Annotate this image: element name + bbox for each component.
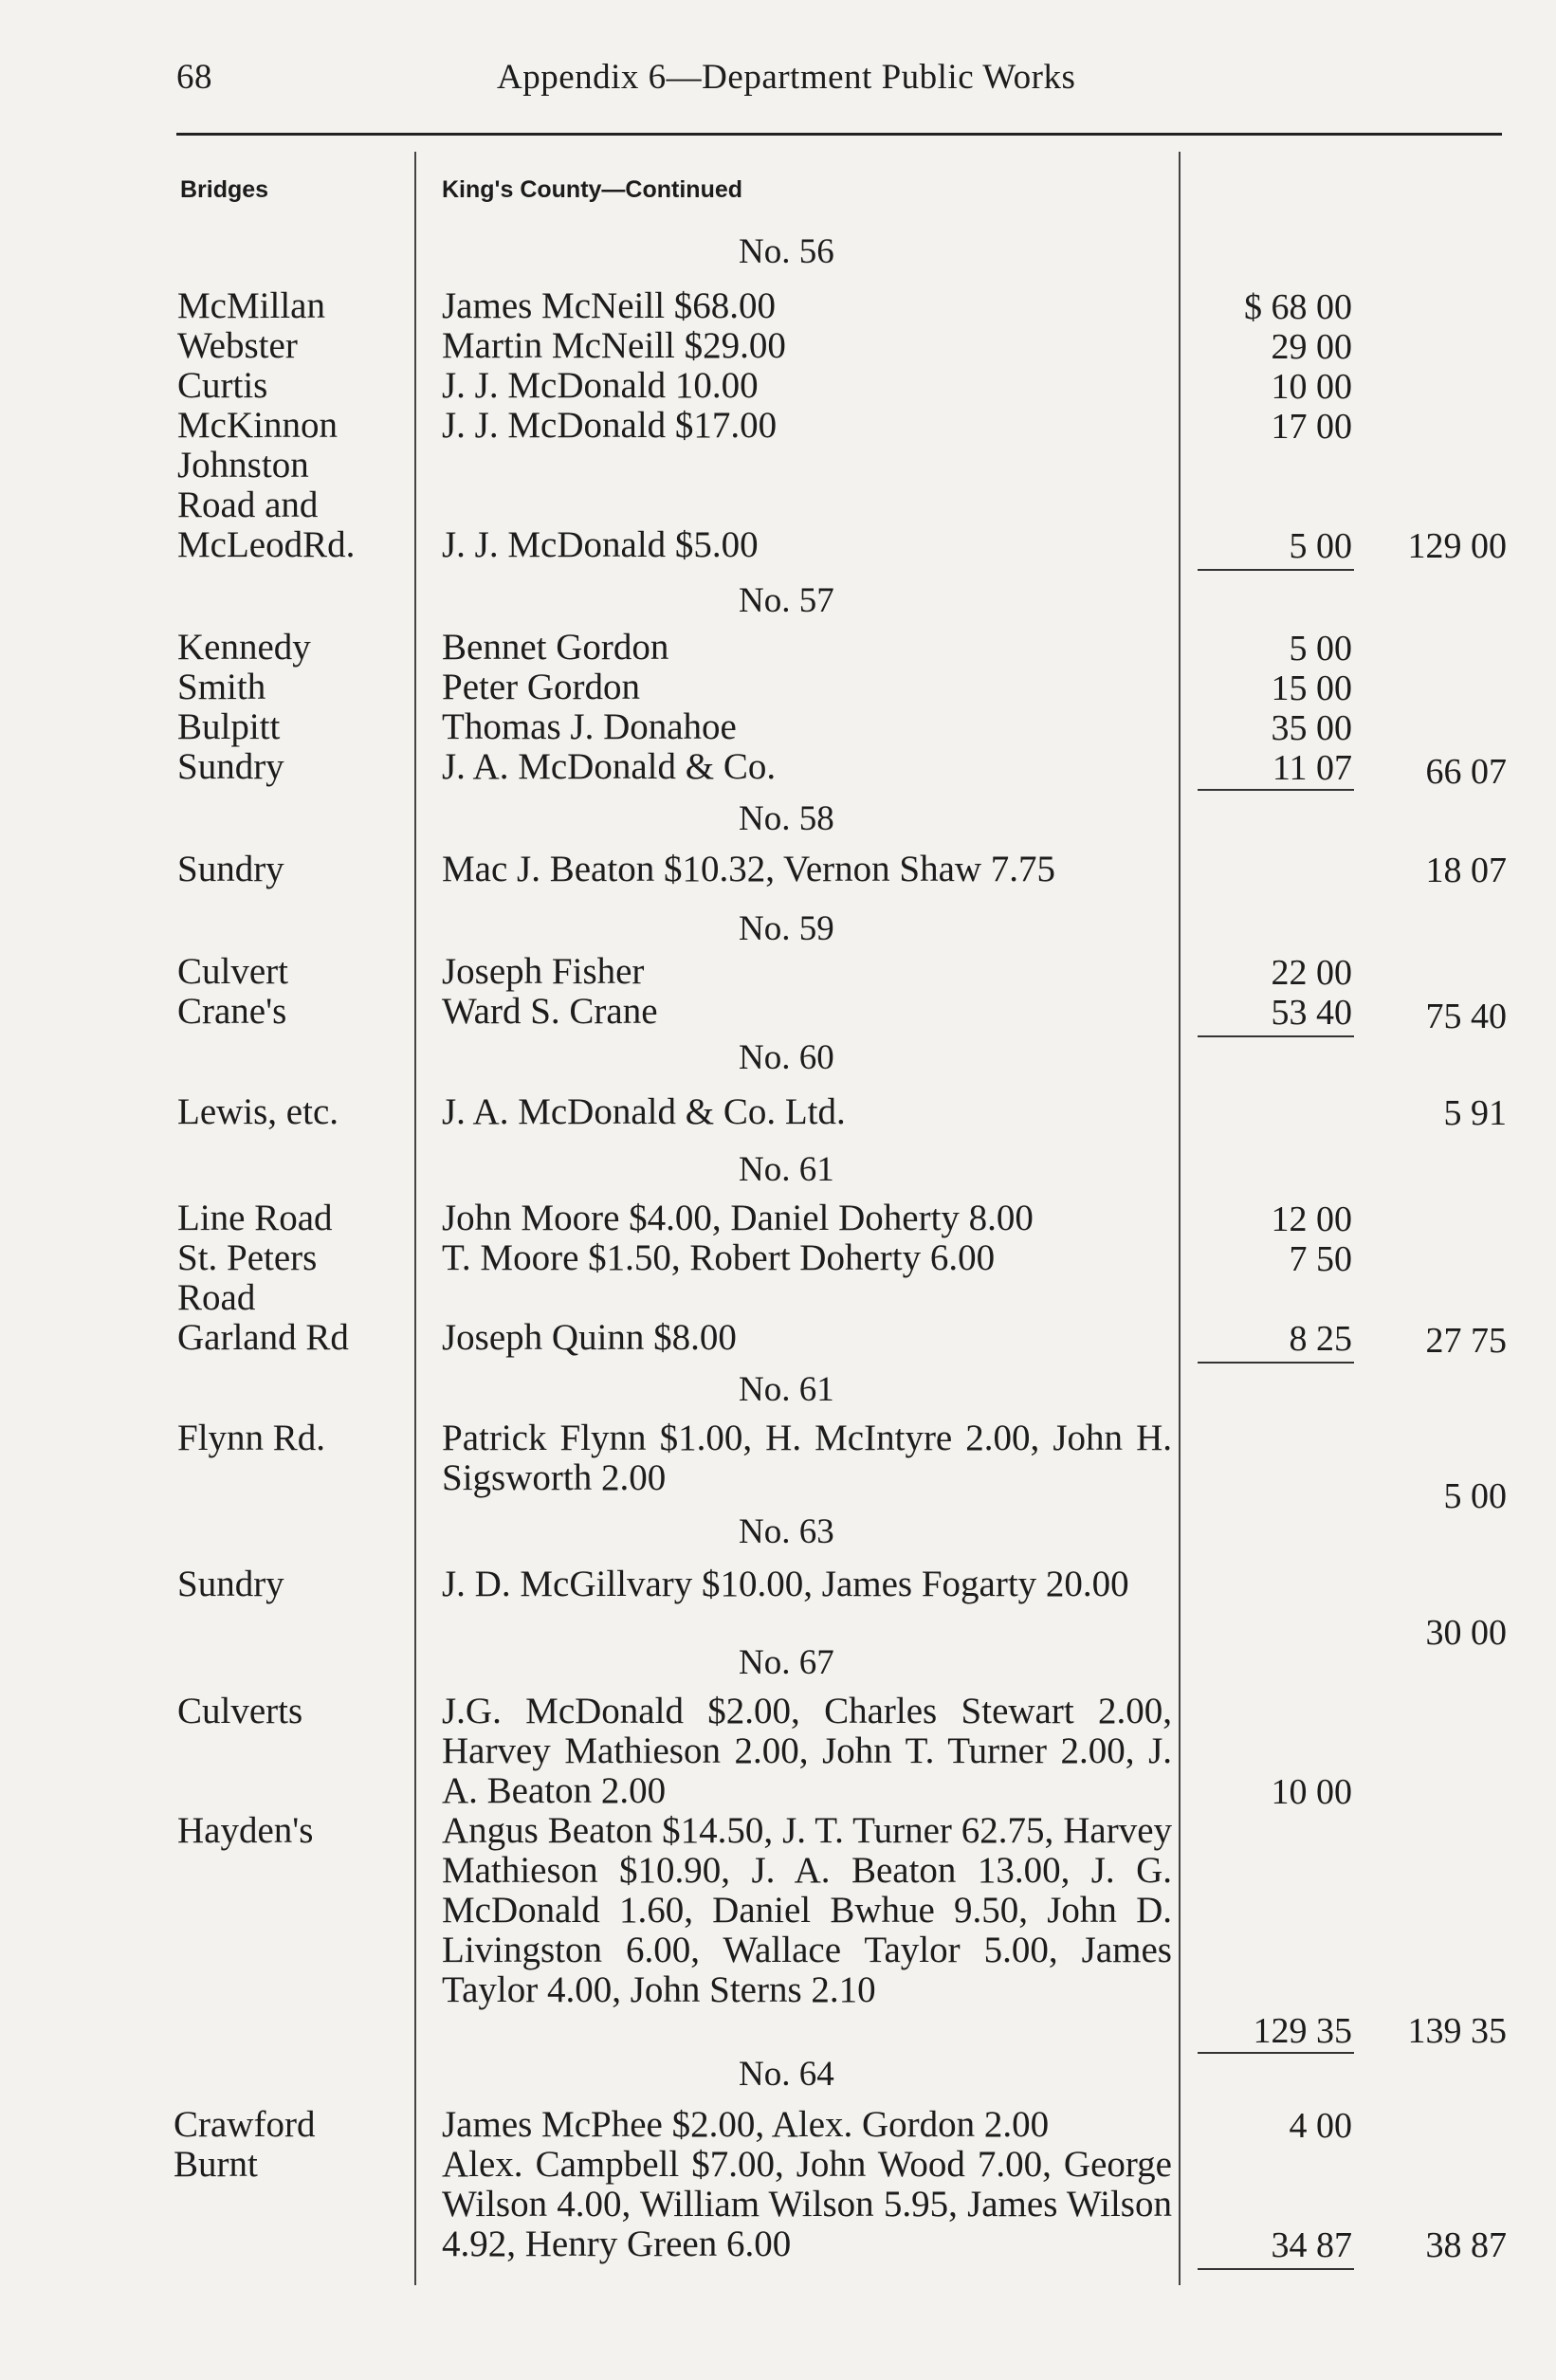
bridge-name: Flynn Rd. xyxy=(177,1418,326,1458)
section-total: 66 07 xyxy=(1425,752,1507,792)
section-total: 139 35 xyxy=(1407,2011,1507,2051)
bridge-name: Culverts xyxy=(177,1691,303,1731)
section-total: 5 91 xyxy=(1443,1093,1507,1133)
bridge-name: Johnston xyxy=(177,445,309,485)
payee-text: Thomas J. Donahoe xyxy=(442,706,737,747)
amount: 129 35 xyxy=(1253,2011,1352,2051)
amount: 5 00 xyxy=(1289,629,1352,668)
payee-text: James McPhee $2.00, Alex. Gordon 2.00 xyxy=(442,2104,1050,2145)
payee-text: Ward S. Crane xyxy=(442,991,658,1032)
amount: 7 50 xyxy=(1289,1239,1352,1279)
payee-text: J. J. McDonald $5.00 xyxy=(442,524,759,565)
section-total: 18 07 xyxy=(1425,851,1507,890)
subtotal-rule xyxy=(1198,569,1354,571)
bridge-name: McKinnon xyxy=(177,405,338,446)
bridge-name: Webster xyxy=(177,325,298,366)
bridge-name: Burnt xyxy=(174,2144,258,2185)
page-title: Appendix 6—Department Public Works xyxy=(497,58,1076,97)
column-header-bridges: Bridges xyxy=(180,176,269,203)
bridge-name: Bulpitt xyxy=(177,706,281,747)
section-total: 5 00 xyxy=(1443,1476,1507,1516)
payee-text: J. J. McDonald 10.00 xyxy=(442,365,759,406)
bridge-name: Crane's xyxy=(177,991,287,1032)
subtotal-rule xyxy=(1198,2052,1354,2054)
payee-text: J.G. McDonald $2.00, Charles Stewart 2.00, Harvey Mathieson 2.00, John T. Turner 2.00, J. A. Beaton 2.00 xyxy=(442,1691,1172,1811)
payee-text: Angus Beaton $14.50, J. T. Turner 62.75, Harvey Mathieson $10.90, J. A. Beaton 13.00, J. G. McDonald 1.60, Daniel Bwhue 9.50, John D. Livingston 6.00, Wallace Taylor 5.00, James Taylor 4.00, John Sterns 2.10 xyxy=(442,1810,1172,2010)
subtotal-rule xyxy=(1198,2268,1354,2270)
bridge-name: Line Road xyxy=(177,1198,333,1238)
bridge-name: Lewis, etc. xyxy=(177,1091,339,1132)
amount: 10 00 xyxy=(1271,367,1352,407)
payee-text: John Moore $4.00, Daniel Doherty 8.00 xyxy=(442,1198,1034,1238)
bridge-name: Road and xyxy=(177,485,319,525)
bridge-name: Garland Rd xyxy=(177,1317,349,1358)
amount: 17 00 xyxy=(1271,407,1352,447)
section-heading: No. 64 xyxy=(739,2055,834,2094)
amount: 8 25 xyxy=(1289,1319,1352,1359)
section-heading: No. 67 xyxy=(739,1643,834,1682)
payee-text: Joseph Quinn $8.00 xyxy=(442,1317,737,1358)
payee-text: J. J. McDonald $17.00 xyxy=(442,405,778,446)
amount: 22 00 xyxy=(1271,953,1352,993)
bridge-name: Kennedy xyxy=(177,627,311,668)
amount: 11 07 xyxy=(1272,748,1352,788)
bridge-name: St. Peters xyxy=(177,1237,318,1278)
payee-text: J. A. McDonald & Co. Ltd. xyxy=(442,1091,846,1132)
section-heading: No. 61 xyxy=(739,1370,834,1409)
payee-text: Peter Gordon xyxy=(442,667,641,707)
bridge-name: Sundry xyxy=(177,1564,284,1604)
amount: $ 68 00 xyxy=(1244,287,1352,327)
column-header-county: King's County—Continued xyxy=(442,176,743,203)
subtotal-rule xyxy=(1198,1362,1354,1364)
payee-text: T. Moore $1.50, Robert Doherty 6.00 xyxy=(442,1237,996,1278)
payee-text: Patrick Flynn $1.00, H. McIntyre 2.00, John H. Sigsworth 2.00 xyxy=(442,1418,1172,1498)
amount: 53 40 xyxy=(1271,993,1352,1033)
amount: 15 00 xyxy=(1271,668,1352,708)
section-total: 27 75 xyxy=(1425,1321,1507,1361)
bridge-name: Curtis xyxy=(177,365,268,406)
section-heading: No. 61 xyxy=(739,1150,834,1189)
payee-text: Martin McNeill $29.00 xyxy=(442,325,786,366)
section-total: 38 87 xyxy=(1425,2225,1507,2265)
section-heading: No. 59 xyxy=(739,909,834,948)
section-heading: No. 56 xyxy=(739,232,834,271)
bridge-name: Road xyxy=(177,1277,256,1318)
amount: 5 00 xyxy=(1289,526,1352,566)
column-divider-left xyxy=(414,152,416,2285)
payee-text: Alex. Campbell $7.00, John Wood 7.00, George Wilson 4.00, William Wilson 5.95, James Wilson 4.92, Henry Green 6.00 xyxy=(442,2144,1172,2264)
payee-text: Mac J. Beaton $10.32, Vernon Shaw 7.75 xyxy=(442,849,1056,889)
bridge-name: Crawford xyxy=(174,2104,316,2145)
bridge-name: Sundry xyxy=(177,849,284,889)
amount: 35 00 xyxy=(1271,708,1352,748)
bridge-name: Sundry xyxy=(177,746,284,787)
amount: 29 00 xyxy=(1271,327,1352,367)
bridge-name: McLeodRd. xyxy=(177,524,356,565)
section-total: 75 40 xyxy=(1425,997,1507,1036)
amount: 10 00 xyxy=(1271,1772,1352,1812)
amount: 4 00 xyxy=(1289,2106,1352,2146)
subtotal-rule xyxy=(1198,1035,1354,1037)
payee-text: J. A. McDonald & Co. xyxy=(442,746,777,787)
section-heading: No. 58 xyxy=(739,799,834,838)
column-divider-right xyxy=(1179,152,1181,2285)
page-number: 68 xyxy=(176,58,212,97)
bridge-name: Culvert xyxy=(177,951,288,992)
subtotal-rule xyxy=(1198,789,1354,791)
payee-text: Joseph Fisher xyxy=(442,951,645,992)
amount: 12 00 xyxy=(1271,1199,1352,1239)
payee-text: Bennet Gordon xyxy=(442,627,669,668)
payee-text: James McNeill $68.00 xyxy=(442,285,777,326)
amount: 34 87 xyxy=(1271,2225,1352,2265)
header-rule xyxy=(176,133,1502,136)
bridge-name: McMillan xyxy=(177,285,325,326)
bridge-name: Hayden's xyxy=(177,1810,314,1851)
section-total: 129 00 xyxy=(1407,526,1507,566)
payee-text: J. D. McGillvary $10.00, James Fogarty 20.00 xyxy=(442,1564,1129,1604)
bridge-name: Smith xyxy=(177,667,266,707)
section-heading: No. 57 xyxy=(739,581,834,620)
section-total: 30 00 xyxy=(1425,1613,1507,1653)
section-heading: No. 63 xyxy=(739,1512,834,1551)
section-heading: No. 60 xyxy=(739,1038,834,1077)
